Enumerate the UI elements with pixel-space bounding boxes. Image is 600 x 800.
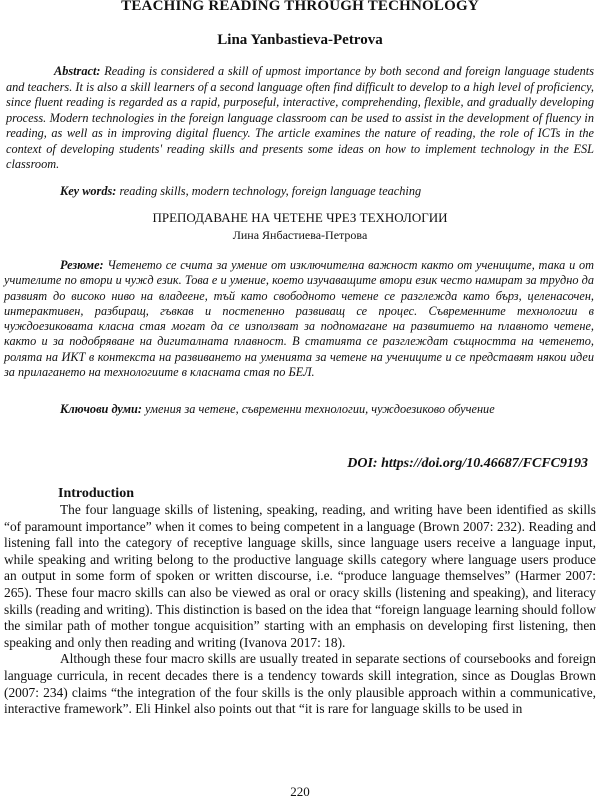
author-name: Lina Yanbastieva-Petrova [217,32,383,48]
keywords-bg [4,402,594,418]
bg-abstract-label: Резюме: [60,258,104,272]
abstract-text: Reading is considered a skill of upmost importance by both second and foreign language students and teachers. It is also a skill learners of a second language often find difficult to develop to a high level of proficiency, since fluent reading is regarded as a rapid, purposeful, interactive, comprehending, flexible, and gradually developing process. Modern technologies in the foreign language classroom can be used to assist in the development of fluency in reading, as well as in improving digital fluency. The article examines the nature of reading, the role of ICTs in the context of developing students' reading skills and presents some ideas on how to implement technology in the ESL classroom. [6,64,594,171]
keywords-en [60,184,590,199]
keywords-text: reading skills, modern technology, foreign language teaching [119,184,422,198]
abstract-en [6,64,594,173]
paper-title: TEACHING READING THROUGH TECHNOLOGY [121,0,479,14]
introduction-body [4,502,596,718]
body-paragraph: The four language skills of listening, speaking, reading, and writing have been identified as skills “of paramount importance” when it comes to being competent in a language (Brown 2007: 232). Reading and listening fall into the category of receptive language skills, since language users receive a language input, while speaking and writing belong to the productive language skills category where language users produce an output in some form of spoken or written discourse, i.e. “produce language themselves” (Harmer 2007: 265). These four macro skills can also be viewed as oral or oracy skills (listening and speaking), and literacy skills (reading and writing). This distinction is based on the idea that “foreign language learning should follow the similar path of mother tongue acquisition” starting with an emphasis on developing first listening, then speaking and only then reading and writing (Ivanova 2017: 18). [4,502,596,650]
bulgarian-title: ПРЕПОДАВАНЕ НА ЧЕТЕНЕ ЧРЕЗ ТЕХНОЛОГИИ [152,210,448,225]
doi-link[interactable]: DOI: https://doi.org/10.46687/FCFC9193 [347,456,588,471]
abstract-bg [4,258,594,380]
body-paragraph: Although these four macro skills are usually treated in separate sections of coursebooks and foreign language curricula, in recent decades there is a tendency towards skill integration, since as Douglas Brown (2007: 234) claims “the integration of the four skills is the only plausible approach within a communicative, interactive framework”. Eli Hinkel also points out that “it is rare for language skills to be used in [4,651,596,717]
bg-abstract-text: Четенето се счита за умение от изключителна важност както от учениците, така и от учителите по втори и чужд език. Това е и умение, което изучаващите втори език често намират за трудно да развият до високо ниво на владеене, тъй като свободното четене се разглежда като бърз, целенасочен, интерактивен, разбиращ, гъвкав и постепенно развиващ се процес. Съвременните технологии в чуждоезиковата класна стая могат да се използват за подпомагане на развитието на плавното четене, както и за подобряване на дигиталната плавност. В статията се разглеждат същността на четенето, ролята на ИКТ в контекста на развиването на уменията за четене на учениците и се представят някои идеи за прилагането на технологиите в класната стая по БЕЛ. [4,258,594,380]
bg-keywords-text: умения за четене, съвременни технологии, чуждоезиково обучение [145,402,495,416]
bulgarian-author: Лина Янбастиева-Петрова [232,228,368,242]
keywords-label: Key words: [60,184,117,198]
page-number: 220 [290,784,310,799]
bg-keywords-label: Ключови думи: [60,402,142,416]
abstract-label: Abstract: [54,64,101,78]
section-heading-introduction: Introduction [58,486,134,501]
